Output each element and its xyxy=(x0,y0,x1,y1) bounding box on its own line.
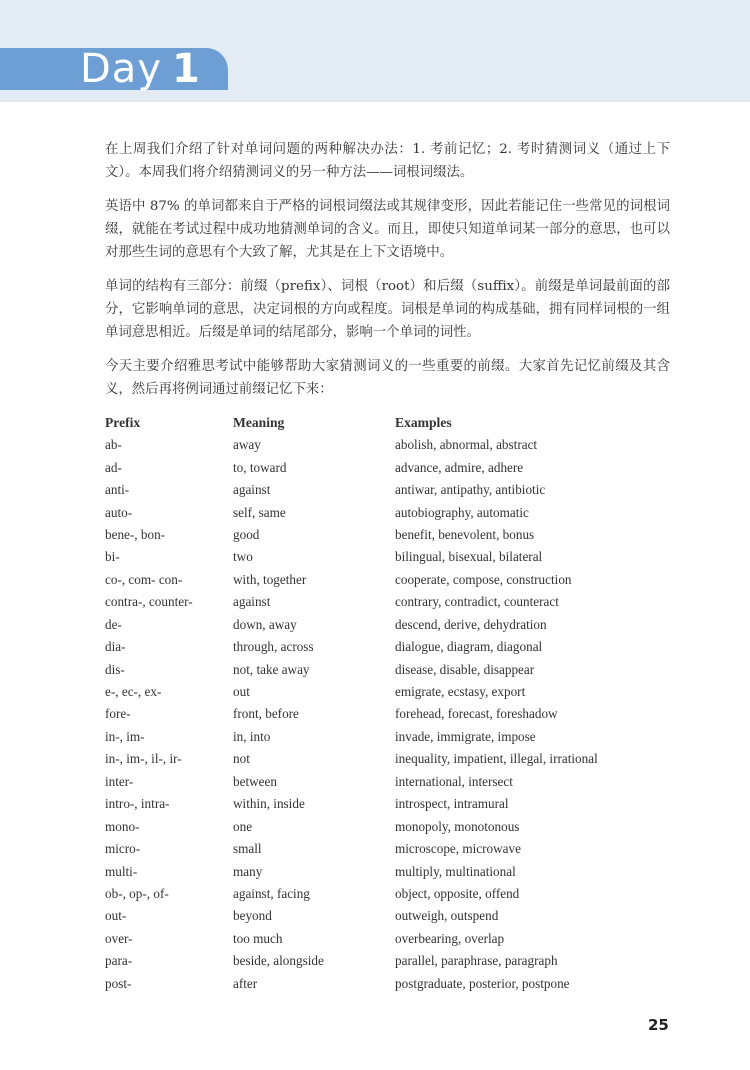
intro-text xyxy=(105,138,670,412)
day-label: Day xyxy=(80,46,162,92)
prefix-cell: out- xyxy=(105,908,127,924)
prefix-cell: multi- xyxy=(105,863,138,879)
header-examples: Examples xyxy=(395,415,452,430)
examples-cell: descend, derive, dehydration xyxy=(395,616,547,632)
prefix-cell: dis- xyxy=(105,661,125,677)
examples-cell: parallel, paraphrase, paragraph xyxy=(395,953,558,969)
meaning-cell: against xyxy=(233,482,271,498)
examples-cell: contrary, contradict, counteract xyxy=(395,594,559,610)
table-row xyxy=(105,569,665,591)
prefix-cell: fore- xyxy=(105,706,131,722)
meaning-cell: one xyxy=(233,818,253,834)
prefix-cell: para- xyxy=(105,953,133,969)
examples-cell: dialogue, diagram, diagonal xyxy=(395,639,543,655)
examples-cell: international, intersect xyxy=(395,773,513,789)
examples-cell: autobiography, automatic xyxy=(395,504,529,520)
prefix-cell: bi- xyxy=(105,549,120,565)
examples-cell: abolish, abnormal, abstract xyxy=(395,437,538,453)
day-number: 1 xyxy=(171,46,200,92)
table-row xyxy=(105,658,665,680)
meaning-cell: against xyxy=(233,594,271,610)
meaning-cell: not, take away xyxy=(233,661,310,677)
prefix-cell: post- xyxy=(105,975,132,991)
meaning-cell: two xyxy=(233,549,253,565)
meaning-cell: many xyxy=(233,863,263,879)
examples-cell: benefit, benevolent, bonus xyxy=(395,526,535,542)
prefix-cell: ob-, op-, of- xyxy=(105,885,169,901)
table-row xyxy=(105,434,665,456)
examples-cell: overbearing, overlap xyxy=(395,930,505,946)
table-row xyxy=(105,501,665,523)
meaning-cell: against, facing xyxy=(233,885,310,901)
table-row xyxy=(105,905,665,927)
prefix-cell: co-, com- con- xyxy=(105,571,183,587)
paragraph-1: 在上周我们介绍了针对单词问题的两种解决办法：1. 考前记忆；2. 考时猜测词义（通过上下文）。本周我们将介绍猜测词义的另一种方法——词根词缀法。 xyxy=(105,142,670,180)
prefix-cell: micro- xyxy=(105,841,141,857)
meaning-cell: not xyxy=(233,751,250,767)
examples-cell: inequality, impatient, illegal, irrational xyxy=(395,751,598,767)
paragraph-3: 单词的结构有三部分：前缀（prefix）、词根（root）和后缀（suffix）。前缀是单词最前面的部分，它影响单词的意思，决定词根的方向或程度。词根是单词的构成基础，拥有同样词根的一组单词意思相近。后缀是单词的结尾部分，影响一个单词的词性。 xyxy=(105,279,670,340)
examples-cell: introspect, intramural xyxy=(395,796,509,812)
table-row xyxy=(105,456,665,478)
table-row xyxy=(105,815,665,837)
meaning-cell: front, before xyxy=(233,706,299,722)
meaning-cell: away xyxy=(233,437,261,453)
table-header-row xyxy=(105,412,665,434)
prefix-cell: de- xyxy=(105,616,122,632)
meaning-cell: beyond xyxy=(233,908,272,924)
examples-cell: antiwar, antipathy, antibiotic xyxy=(395,482,546,498)
examples-cell: bilingual, bisexual, bilateral xyxy=(395,549,543,565)
table-row xyxy=(105,793,665,815)
day-tab xyxy=(0,48,228,90)
header-meaning: Meaning xyxy=(233,415,285,430)
prefix-cell: contra-, counter- xyxy=(105,594,193,610)
table-row xyxy=(105,524,665,546)
examples-cell: postgraduate, posterior, postpone xyxy=(395,975,570,991)
prefix-cell: intro-, intra- xyxy=(105,796,170,812)
prefix-cell: dia- xyxy=(105,639,126,655)
table-row xyxy=(105,771,665,793)
prefix-cell: e-, ec-, ex- xyxy=(105,684,162,700)
table-row xyxy=(105,546,665,568)
prefix-cell: inter- xyxy=(105,773,134,789)
meaning-cell: with, together xyxy=(233,571,307,587)
prefix-cell: in-, im- xyxy=(105,728,145,744)
table-row xyxy=(105,883,665,905)
examples-cell: multiply, multinational xyxy=(395,863,516,879)
prefix-cell: auto- xyxy=(105,504,133,520)
meaning-cell: to, toward xyxy=(233,459,287,475)
examples-cell: monopoly, monotonous xyxy=(395,818,520,834)
table-row xyxy=(105,636,665,658)
meaning-cell: in, into xyxy=(233,728,271,744)
table-row xyxy=(105,928,665,950)
meaning-cell: small xyxy=(233,841,262,857)
table-row xyxy=(105,748,665,770)
meaning-cell: self, same xyxy=(233,504,286,520)
table-row xyxy=(105,950,665,972)
prefix-cell: over- xyxy=(105,930,133,946)
prefix-cell: ab- xyxy=(105,437,122,453)
prefix-table xyxy=(105,412,665,995)
table-row xyxy=(105,479,665,501)
prefix-cell: in-, im-, il-, ir- xyxy=(105,751,182,767)
examples-cell: emigrate, ecstasy, export xyxy=(395,684,526,700)
table-row xyxy=(105,591,665,613)
examples-cell: object, opposite, offend xyxy=(395,885,520,901)
examples-cell: invade, immigrate, impose xyxy=(395,728,536,744)
prefix-cell: anti- xyxy=(105,482,130,498)
paragraph-2: 英语中 87% 的单词都来自于严格的词根词缀法或其规律变形，因此若能记住一些常见的词根词缀，就能在考试过程中成功地猜测单词的含义。而且，即使只知道单词某一部分的意思，也可以对那些生词的意思有个大致了解，尤其是在上下文语境中。 xyxy=(105,199,670,260)
examples-cell: advance, admire, adhere xyxy=(395,459,524,475)
table-row xyxy=(105,860,665,882)
meaning-cell: within, inside xyxy=(233,796,305,812)
page-number: 25 xyxy=(648,1016,669,1034)
prefix-cell: ad- xyxy=(105,459,122,475)
header-prefix: Prefix xyxy=(105,415,141,430)
meaning-cell: good xyxy=(233,526,260,542)
prefix-cell: mono- xyxy=(105,818,140,834)
meaning-cell: between xyxy=(233,773,277,789)
examples-cell: microscope, microwave xyxy=(395,841,521,857)
meaning-cell: down, away xyxy=(233,616,297,632)
table-row xyxy=(105,681,665,703)
examples-cell: outweigh, outspend xyxy=(395,908,499,924)
meaning-cell: too much xyxy=(233,930,283,946)
examples-cell: disease, disable, disappear xyxy=(395,661,535,677)
prefix-cell: bene-, bon- xyxy=(105,526,166,542)
meaning-cell: out xyxy=(233,684,250,700)
meaning-cell: through, across xyxy=(233,639,314,655)
table-row xyxy=(105,614,665,636)
examples-cell: cooperate, compose, construction xyxy=(395,571,572,587)
examples-cell: forehead, forecast, foreshadow xyxy=(395,706,558,722)
table-row xyxy=(105,726,665,748)
table-row xyxy=(105,838,665,860)
paragraph-4: 今天主要介绍雅思考试中能够帮助大家猜测词义的一些重要的前缀。大家首先记忆前缀及其含义，然后再将例词通过前缀记忆下来： xyxy=(105,359,670,397)
table-row xyxy=(105,703,665,725)
table-row xyxy=(105,973,665,995)
meaning-cell: beside, alongside xyxy=(233,953,324,969)
meaning-cell: after xyxy=(233,975,258,991)
